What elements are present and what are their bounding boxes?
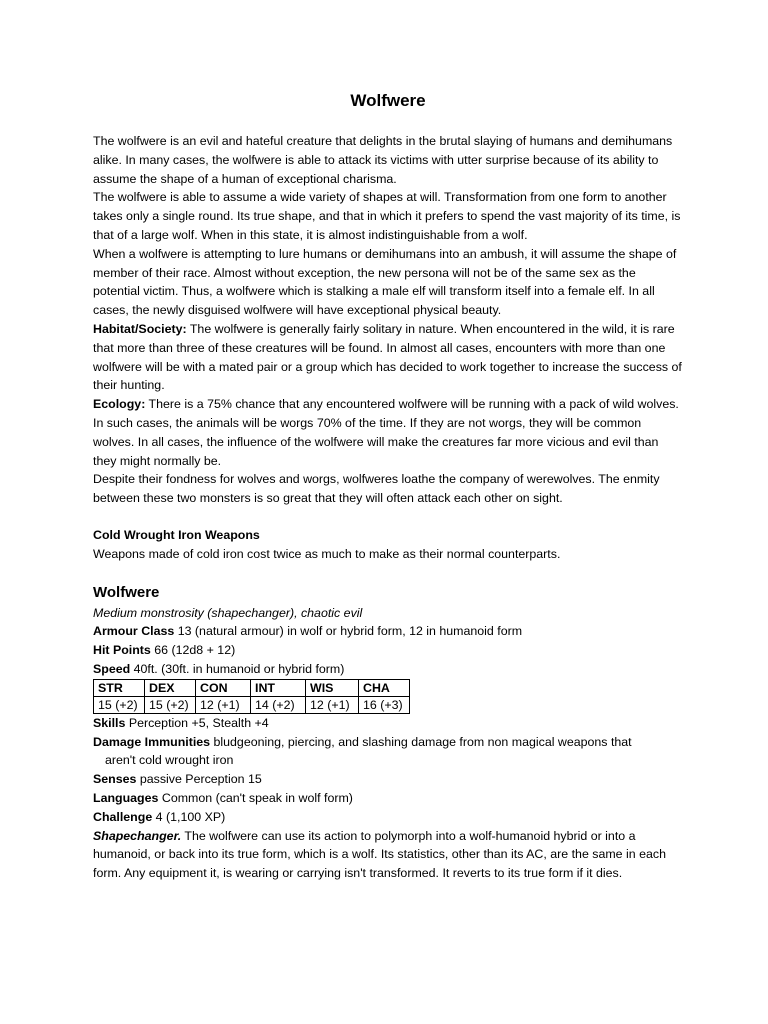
damage-immunities-value: bludgeoning, piercing, and slashing damage from non magical weapons that xyxy=(210,734,632,749)
habitat-label: Habitat/Society: xyxy=(93,321,187,336)
armour-label: Armour Class xyxy=(93,624,175,639)
languages-value: Common (can't speak in wolf form) xyxy=(158,790,353,805)
ecology-paragraph xyxy=(93,395,683,470)
ability-header: WIS xyxy=(306,679,359,696)
ability-header: CON xyxy=(196,679,251,696)
speed-label: Speed xyxy=(93,661,131,676)
statblock-type: Medium monstrosity (shapechanger), chaotic evil xyxy=(93,605,363,620)
habitat-paragraph xyxy=(93,320,683,395)
intro-paragraph-1: The wolfwere is an evil and hateful creature that delights in the brutal slaying of humans and demihumans alike. In many cases, the wolfwere is able to attack its victims with utter surprise because of its ability to assume the shape of a human of exceptional charisma. xyxy=(93,134,673,186)
ecology-label: Ecology: xyxy=(93,397,146,412)
intro-paragraph-3: When a wolfwere is attempting to lure humans or demihumans into an ambush, it will assume the shape of member of their race. Almost without exception, the new persona will not be of the same sex as the potential victim. Thus, a wolfwere which is stalking a male elf will transform itself into a female elf. In all cases, the newly disguised wolfwere will have exceptional physical beauty. xyxy=(93,246,677,318)
armour-line xyxy=(93,622,683,641)
languages-line xyxy=(93,789,683,808)
challenge-value: 4 (1,100 XP) xyxy=(152,809,226,824)
ability-value: 16 (+3) xyxy=(359,696,410,713)
intro-paragraph-2: The wolfwere is able to assume a wide variety of shapes at will. Transformation from one form to another takes only a single round. Its true shape, and that in which it prefers to spend the vast majority of its time, is that of a large wolf. When in this state, it is almost indistinguishable from a wolf. xyxy=(93,190,681,242)
challenge-line xyxy=(93,808,683,827)
ability-value: 15 (+2) xyxy=(145,696,196,713)
statblock-name: Wolfwere xyxy=(93,583,160,601)
languages-label: Languages xyxy=(93,790,159,805)
enmity-paragraph: Despite their fondness for wolves and worgs, wolfweres loathe the company of werewolves. The enmity between these two monsters is so great that they will often attack each other on sight. xyxy=(93,472,660,506)
ability-value-row xyxy=(94,696,410,713)
iron-text: Weapons made of cold iron cost twice as much to make as their normal counterparts. xyxy=(93,546,561,561)
hp-label: Hit Points xyxy=(93,643,151,658)
spacer xyxy=(93,564,683,582)
ability-value: 12 (+1) xyxy=(196,696,251,713)
skills-value: Perception +5, Stealth +4 xyxy=(125,715,269,730)
ecology-text: There is a 75% chance that any encountered wolfwere will be running with a pack of wild wolves. In such cases, the animals will be worgs 70% of the time. If they are not worgs, they will be common wolves. In all cases, the influence of the wolfwere will make the creatures far more vicious and evil than they might normally be. xyxy=(93,397,679,468)
ability-header: DEX xyxy=(145,679,196,696)
skills-line xyxy=(93,714,683,733)
hp-value: 66 (12d8 + 12) xyxy=(150,643,236,658)
ability-value: 12 (+1) xyxy=(306,696,359,713)
senses-value: passive Perception 15 xyxy=(136,772,262,787)
spacer xyxy=(93,508,683,526)
trait-label: Shapechanger. xyxy=(93,828,182,843)
ability-header: STR xyxy=(94,679,145,696)
shapechanger-trait xyxy=(93,827,683,883)
iron-heading: Cold Wrought Iron Weapons xyxy=(93,527,260,542)
hp-line xyxy=(93,641,683,660)
damage-immunities-label: Damage Immunities xyxy=(93,734,211,749)
ability-header-row xyxy=(94,679,410,696)
damage-immunities-line xyxy=(93,733,683,752)
challenge-label: Challenge xyxy=(93,809,153,824)
habitat-text: The wolfwere is generally fairly solitary in nature. When encountered in the wild, it is rare that more than three of these creatures will be found. In almost all cases, encounters with more than one wolfwere will be with a mated pair or a group which has decided to work together to increase the success of their hunting. xyxy=(93,321,682,393)
ability-value: 14 (+2) xyxy=(251,696,306,713)
skills-label: Skills xyxy=(93,715,126,730)
ability-table xyxy=(93,679,410,714)
speed-line xyxy=(93,660,683,679)
damage-immunities-continued: aren't cold wrought iron xyxy=(105,753,234,768)
ability-header: INT xyxy=(251,679,306,696)
trait-text: The wolfwere can use its action to polymorph into a wolf-humanoid hybrid or into a humanoid, or back into its true form, which is a wolf. Its statistics, other than its AC, are the same in each form. Any equipment it, is wearing or carrying isn't transformed. It reverts to its true form if it dies. xyxy=(93,828,666,881)
senses-label: Senses xyxy=(93,772,137,787)
senses-line xyxy=(93,770,683,789)
speed-value: 40ft. (30ft. in humanoid or hybrid form) xyxy=(130,661,345,676)
armour-value: 13 (natural armour) in wolf or hybrid form, 12 in humanoid form xyxy=(174,624,523,639)
document-page xyxy=(93,84,683,883)
ability-value: 15 (+2) xyxy=(94,696,145,713)
ability-header: CHA xyxy=(359,679,410,696)
page-title: Wolfwere xyxy=(350,91,426,110)
